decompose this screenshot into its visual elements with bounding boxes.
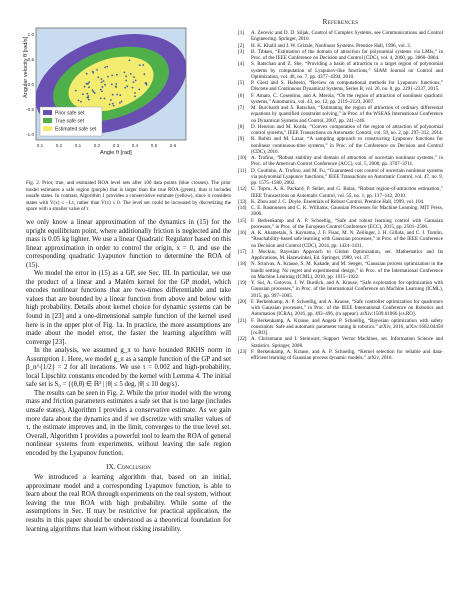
data-point	[125, 80, 127, 82]
x-axis-label: Angle θ [rad]	[100, 150, 132, 156]
data-point	[133, 76, 135, 78]
reference-text: A. Zecevic and D. D. Siljak, Control of Complex Systems, see Communications and Control Engineering. Springer, 2010.	[251, 30, 443, 43]
data-point	[87, 97, 89, 99]
data-point	[116, 74, 118, 76]
reference-number: [6]	[238, 92, 244, 99]
data-point	[109, 104, 111, 106]
data-point	[134, 95, 136, 97]
data-point	[92, 71, 94, 73]
reference-number: [2]	[238, 42, 244, 49]
reference-text: M. Burchardt and S. Ratschan, “Estimating the region of attraction of ordinary differential equations by quantified constraint solving,” in Proc. of the WSEAS International Conference on Dynamical Systems and Control, 2007, pp. 241–246.	[251, 105, 443, 124]
data-point	[86, 83, 88, 85]
data-point	[119, 102, 121, 104]
reference-number: [14]	[238, 205, 247, 211]
reference-number: [10]	[238, 155, 247, 161]
reference-item	[238, 349, 443, 362]
data-point	[110, 99, 112, 101]
reference-item	[238, 230, 443, 249]
reference-text: S. Ratschan and Z. She, “Providing a basin of attraction to a target region of polynomial systems by computation of Lyapunov-like functions,” SIAM Journal on Control and Optimization, vol. 48, no. 7, pp. 4377–4394, 2010.	[251, 61, 443, 80]
reference-text: U. Topcu, A. K. Packard, P. Seiler, and G. Balas, “Robust region-of-attraction estimation,” IEEE Transactions on Automatic Control, vol. 55, no. 1, pp. 137–142, 2010.	[251, 186, 443, 199]
reference-text: A. Trofino, “Robust stability and domain of attraction of uncertain nonlinear systems,” in Proc. of the American Control Conference (ACC), vol. 5, 2000, pp. 3707–3711.	[251, 155, 443, 168]
reference-item	[238, 105, 443, 124]
figure-2	[23, 24, 231, 174]
reference-text: A. Christmann and I. Steinwart, Support Vector Machines, ser. Information Science and Statistics. Springer, 2008.	[251, 336, 443, 349]
data-point	[102, 86, 104, 88]
data-point	[135, 80, 137, 82]
x-tick: 0.5	[150, 143, 158, 148]
data-point	[86, 93, 88, 95]
legend-label-true: True safe set	[55, 118, 84, 125]
reference-item	[238, 318, 443, 337]
data-point	[124, 87, 126, 89]
data-point	[132, 87, 134, 89]
data-point	[97, 76, 99, 78]
reference-number: [16]	[238, 230, 247, 236]
data-point	[138, 89, 140, 91]
reference-number: [4]	[238, 61, 244, 68]
reference-text: F. Berkenkamp, A. P. Schoellig, and A. Krause, “Safe controller optimization for quadrotors with Gaussian processes,” in Proc. of the IEEE International Conference on Robotics and Automation (ICRA), 2016, pp. 493–496, (to appear). arXiv:1509.01066 [cs.RO].	[251, 298, 443, 318]
reference-number: [7]	[238, 105, 244, 111]
reference-text: H. K. Khalil and J. W. Grizzle, Nonlinear Systems. Prentice Hall, 1996, vol. 3.	[251, 42, 412, 49]
reference-text: F. Amato, C. Cosentino, and A. Merola, “On the region of attraction of nonlinear quadratic systems,” Automatica, vol. 43, no. 12, pp. 2119–2123, 2007.	[251, 92, 443, 105]
data-point	[119, 94, 121, 96]
reference-text: F. Berkenkamp and A. P. Schoellig, “Safe and robust learning control with Gaussian processes,” in Proc. of the European Control Conference (ECC), 2015, pp. 2501–2506.	[251, 217, 443, 230]
reference-text: F. Berkenkamp, A. Krause, and A. P. Schoellig, “Kernel selection for reliable and data-efficient learning of Gaussian process dynamic models.” arXiv, 2016.	[251, 348, 443, 361]
reference-number: [19]	[238, 280, 247, 286]
reference-text: F. Berkenkamp, A. Krause, and Angela P. Schoellig, “Bayesian optimization with safety constraints: Safe and automatic parameter tuning in robotics.” arXiv, 2016, arXiv:1602.04450 [cs.RO].	[251, 317, 443, 336]
y-tick: -1.0	[26, 132, 34, 137]
y-tick: 0.0	[27, 82, 34, 87]
data-point	[113, 105, 115, 107]
data-point	[75, 90, 77, 92]
data-point	[125, 75, 127, 77]
data-point	[92, 89, 94, 91]
data-point	[101, 78, 103, 80]
data-point	[121, 101, 123, 103]
x-tick: 0.4	[131, 143, 139, 148]
reference-item	[238, 336, 443, 349]
reference-number: [13]	[238, 198, 247, 205]
data-point	[129, 59, 131, 61]
reference-text: K. Zhou and J. C. Doyle, Essentials of Robust Control. Prentice Hall, 1999, vol. 104.	[251, 198, 425, 205]
reference-item	[238, 61, 443, 80]
data-point	[104, 98, 106, 100]
figure-caption: Fig. 2. Prior, true, and estimated ROA level sets after 100 data points (blue crosses). The prior model estimates a safe region (purple) that is larger than the true ROA (green), thus it includes unsafe states. In contrast, Algorithm 1 provides a conservative estimate (yellow), since it considers states with V̇(x) ≤ −Lτ, rather than V̇(x) ≤ 0. The level set could be increased by discretizing the space with a smaller value of τ.	[26, 180, 231, 213]
reference-number: [22]	[238, 336, 247, 343]
data-point	[112, 94, 114, 96]
data-point	[115, 86, 117, 88]
data-point	[88, 99, 90, 101]
reference-number: [11]	[238, 167, 247, 174]
reference-item	[238, 80, 443, 93]
reference-number: [18]	[238, 261, 247, 268]
conclusion-paragraph: We introduced a learning algorithm that, based on an initial, approximate model and a corresponding Lyapunov function, is able to learn about the real ROA through experiments on the real system, without leaving the true ROA with high probability. While some of the assumptions in Sec. II may be restrictive for practical application, the results in this paper should be understood as a theoretical foundation for learning algorithms that learn without risking instability.	[26, 474, 231, 533]
y-tick: 1.0	[27, 32, 34, 37]
reference-number: [15]	[238, 217, 247, 224]
data-point	[94, 92, 96, 94]
reference-item	[238, 261, 443, 280]
reference-number: [17]	[238, 248, 247, 255]
legend-swatch-estimated	[43, 126, 52, 131]
reference-text: R. Bobiti and M. Lazar, “A sampling approach to constructing Lyapunov functions for nonlinear continuous-time systems,” in Proc. of the Conference on Decision and Control (CDC), 2016.	[251, 136, 443, 155]
reference-item	[238, 249, 443, 262]
reference-number: [20]	[238, 298, 247, 305]
legend-swatch-true	[43, 118, 52, 123]
data-point	[86, 73, 88, 75]
reference-number: [23]	[238, 348, 247, 355]
reference-item	[238, 168, 443, 187]
reference-text: N. Srinivas, A. Krause, S. M. Kakade, and M. Seeger, “Gaussian process optimization in the bandit setting: No regret and experimental design,” in Proc. of the International Conference on Machine Learning (ICML), 2010, pp. 1015–1022.	[251, 261, 443, 280]
right-column	[238, 18, 443, 361]
reference-item	[238, 124, 443, 137]
data-point	[101, 90, 103, 92]
data-point	[130, 73, 132, 75]
data-point	[144, 73, 146, 75]
legend-label-prior: Prior safe set	[55, 110, 85, 117]
data-point	[116, 94, 118, 96]
section-title-conclusion: IX. Conclusion	[106, 463, 151, 472]
reference-item	[238, 155, 443, 168]
data-point	[134, 92, 136, 94]
reference-text: B. Tibken, “Estimation of the domain of attraction for polynomial systems via LMIs,” in Proc. of the IEEE Conference on Decision and Control (CDC), vol. 4, 2000, pp. 3860–3864.	[251, 48, 443, 61]
data-point	[115, 83, 117, 85]
reference-number: [9]	[238, 136, 244, 143]
x-tick: 0.1	[36, 143, 44, 148]
reference-text: Y. Sui, A. Gotovos, J. W. Burdick, and A. Krause, “Safe exploration for optimization with Gaussian processes,” in Proc. of the International Conference on Machine Learning (ICML), 2015, pp. 997–1005.	[251, 280, 443, 299]
data-point	[146, 84, 148, 86]
reference-item	[238, 136, 443, 155]
body-paragraph: we only know a linear approximation of the dynamics in (15) for the upright equilibrium point, where additionally friction is neglected and the mass is 0.05 kg lighter. We use a linear Quadratic Regulator based on this linear approximation in order to control the origin, x = 0, and use the corresponding quadratic Lyapunov function to determine the ROA of (15).	[26, 218, 231, 269]
legend-label-estimated: Estimated safe set	[55, 126, 97, 133]
reference-number: [5]	[238, 80, 244, 86]
data-point	[107, 76, 109, 78]
data-point	[133, 81, 135, 83]
left-column	[23, 24, 231, 534]
data-point	[103, 80, 105, 82]
left-body-text	[26, 219, 231, 534]
data-point	[84, 86, 86, 88]
data-point	[88, 95, 90, 97]
reference-number: [8]	[238, 123, 244, 130]
data-point	[88, 86, 90, 88]
data-point	[126, 85, 128, 87]
reference-item	[238, 30, 443, 43]
x-tick: 0.6	[169, 143, 177, 148]
reference-item	[238, 186, 443, 199]
body-paragraph: The results can be seen in Fig. 2. While the prior model with the wrong mass and friction parameters estimates a safe set that is too large (includes unsafe states), Algorithm I provides a conservative estimate. As we gain more data about the dynamics and if we discretize with smaller values of τ, the estimate improves and, in the limit, converges to the true level set. Overall, Algorithm I provides a powerful tool to learn the ROA of general nonlinear systems from experiments, without leaving the safe region encoded by the Lyapunov function.	[26, 389, 231, 457]
reference-item	[238, 93, 443, 106]
data-point	[104, 67, 106, 69]
reference-number: [1]	[238, 30, 244, 36]
reference-text: D. Coutinho, A. Trofino, and M. Fu, “Guaranteed cost control of uncertain nonlinear systems via polynomial Lyapunov functions,” IEEE Transactions on Automatic Control, vol. 47, no. 9, pp. 1575–1580, 2002.	[251, 167, 443, 186]
data-point	[93, 91, 95, 93]
reference-item	[238, 205, 443, 218]
x-tick: 0.2	[55, 143, 63, 148]
data-point	[124, 72, 126, 74]
x-tick: 0.2	[93, 143, 101, 148]
x-tick: 0.3	[112, 143, 120, 148]
body-paragraph: In the analysis, we assumed g_π to have bounded RKHS norm in Assumption 1. Here, we model g_π as a sample function of the GP and set β_n^{1/2} = 2 for all iterations. We use τ = 0.002 and high-probability, local Lipschitz constants encoded by the kernel with Lemma 4. The initial safe set is S₀ = {(θ,θ̇) ∈ ℝ² | |θ| ≤ 5 deg, |θ̇| ≤ 10 deg/s}.	[26, 347, 231, 389]
reference-item	[238, 49, 443, 62]
x-tick: 0.1	[74, 143, 82, 148]
reference-text: P. Giesl and S. Hafstein, “Review on computational methods for Lyapunov functions,” Discrete and Continuous Dynamical Systems, Series B, vol. 20, no. 8, pp. 2291–2337, 2015.	[251, 80, 443, 93]
references-title: References	[322, 18, 359, 26]
data-point	[142, 64, 144, 66]
data-point	[78, 100, 80, 102]
y-tick: -0.5	[26, 107, 34, 112]
y-tick: 0.5	[27, 57, 34, 62]
data-point	[111, 84, 113, 86]
reference-item	[238, 280, 443, 299]
reference-text: D. Henrion and M. Korda, “Convex computation of the region of attraction of polynomial control systems,” IEEE Transactions on Automatic Control, vol. 59, no. 2, pp. 297–312, 2014.	[251, 123, 443, 136]
data-point	[145, 82, 147, 84]
data-point	[82, 93, 84, 95]
reference-item	[238, 299, 443, 318]
data-point	[139, 64, 141, 66]
data-point	[100, 97, 102, 99]
data-point	[88, 81, 90, 83]
reference-text: C. E. Rasmussen and C. K. Williams, Gaussian Processes for Machine Learning. MIT Press, 2006.	[251, 205, 443, 218]
y-axis-label: Angular velocity θ̇ [rad/s]	[23, 36, 29, 98]
data-point	[106, 66, 108, 68]
references-list	[238, 30, 443, 361]
data-point	[112, 103, 114, 105]
reference-item	[238, 218, 443, 231]
data-point	[80, 101, 82, 103]
reference-text: J. Mockus, Bayesian Approach to Global Optimization, ser. Mathematics and Its Applications, M. Hazewinkel, Ed. Springer, 1989, vol. 37.	[251, 248, 443, 261]
data-point	[96, 69, 98, 71]
reference-number: [12]	[238, 186, 247, 193]
reference-number: [21]	[238, 317, 247, 324]
data-point	[100, 89, 102, 91]
body-paragraph: We model the error in (15) as a GP, see Sec. III. In particular, we use the product of a linear and a Matérn kernel for the GP model, which encodes nonlinear functions that are two-times differentiable and take values that are bounded by a linear function from above and below with high probability. Details about kernel choice for dynamic systems can be found in [23] and a one-dimensional sample function of the kernel used here is in the upper plot of Fig. 1a. In practice, the more assumptions are made about the model error, the faster the learning algorithm will converge [23].	[26, 270, 231, 346]
reference-number: [3]	[238, 48, 244, 55]
data-point	[101, 81, 103, 83]
data-point	[111, 75, 113, 77]
legend-swatch-prior	[43, 110, 52, 115]
reference-text: A. K. Akametalu, S. Kaynama, J. F. Fisac, M. N. Zeilinger, J. H. Gillula, and C. J. Tomlin, “Reachability-based safe learning with Gaussian processes,” in Proc. of the IEEE Conference on Decision and Control (CDC), 2014, pp. 1424–1431.	[251, 230, 443, 249]
data-point	[104, 84, 106, 86]
